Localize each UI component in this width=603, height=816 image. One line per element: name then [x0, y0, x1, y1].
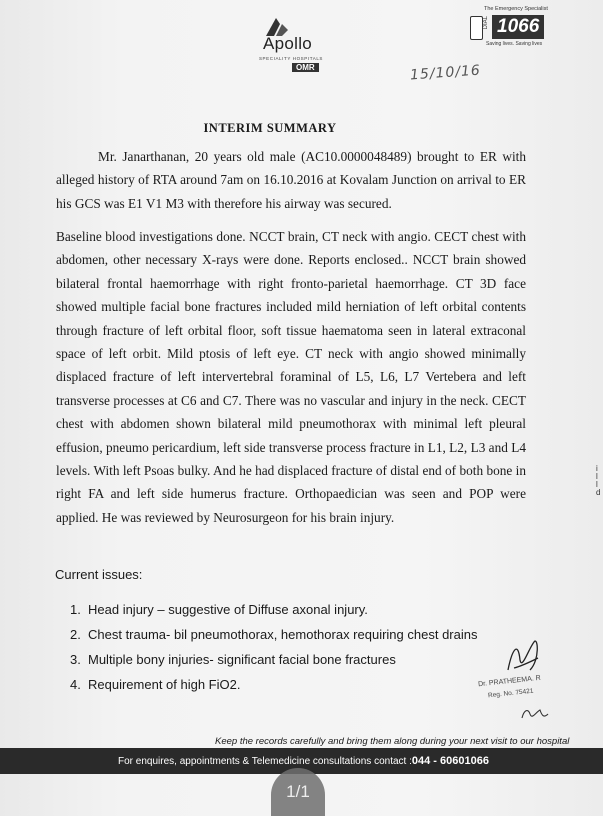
doctor-name: Dr. PRATHEEMA. R — [477, 674, 542, 689]
emergency-top-text: The Emergency Specialist — [484, 6, 548, 12]
issues-heading: Current issues: — [55, 567, 143, 582]
emergency-number: 1066 — [492, 15, 544, 39]
doctor-registration: Reg. No. 75421 — [487, 687, 534, 700]
page-indicator[interactable]: 1/1 — [271, 768, 325, 816]
issue-item: 1. Head injury – suggestive of Diffuse axonal injury. — [70, 602, 368, 617]
issue-item: 2. Chest trauma- bil pneumothorax, hemothorax requiring chest drains — [70, 627, 478, 642]
contact-number: 044 - 60601066 — [411, 755, 489, 767]
handwritten-date: 15/10/16 — [409, 62, 482, 84]
contact-text: For enquires, appointments & Telemedicine consultations contact :044 - 60601066 — [118, 755, 489, 767]
issues-list — [70, 597, 477, 697]
document-title: INTERIM SUMMARY — [203, 121, 337, 135]
page-edge-marks: i l l d — [596, 464, 601, 497]
emergency-dial-label: DIAL — [483, 16, 489, 30]
emergency-tagline: Saving lives. Saving lives — [486, 41, 543, 47]
records-notice: Keep the records carefully and bring them along during your next visit to our hospital — [215, 736, 570, 747]
apollo-logo — [248, 16, 338, 76]
summary-paragraph-2: Baseline blood investigations done. NCCT brain, CT neck with angio. CECT chest with abdomen, other necessary X-rays were done. Reports enclosed.. NCCT brain showed bilateral frontal haemorrhage with right fronto-parietal haemorrhage. CT 3D face showed multiple facial bone fractures included mild herniation of left orbital contents through fracture of left orbital floor, soft tissue haematoma seen in lateral extraconal space of left orbit. Mild ptosis of left eye. CT neck with angio showed minimally displaced fracture of left intervertebral foraminal of L5, L6, L7 Vertebera and left transverse processes at C6 and C7. There was no vascular and injury in the neck. CECT chest with abdomen shown bilateral mild pneumothorax with minimal left pleural effusion, pneumo pericardium, left side transverse process fracture in L1, L2, L3 and L4 levels. With left Psoas bulky. And he had displaced fracture of distal end of both bone in right FA and left side humerus fracture. Orthopaedician was seen and POP were applied. He was reviewed by Neurosurgeon for his brain injury. — [56, 229, 526, 525]
logo-branch: OMR — [292, 63, 319, 72]
emergency-badge — [470, 6, 570, 50]
doctor-signature — [478, 630, 578, 730]
summary-paragraph-1: Mr. Janarthanan, 20 years old male (AC10.0000048489) brought to ER with alleged history of RTA around 7am on 16.10.2016 at Kovalam Junction on arrival to ER his GCS was E1 V1 M3 with therefore his airway was secured. — [56, 149, 526, 211]
logo-subtitle: SPECIALITY HOSPITALS — [258, 56, 324, 61]
issue-item: 3. Multiple bony injuries- significant facial bone fractures — [70, 652, 396, 667]
phone-icon — [470, 16, 483, 40]
issue-item: 4. Requirement of high FiO2. — [70, 677, 241, 692]
logo-name: Apollo — [263, 34, 313, 53]
